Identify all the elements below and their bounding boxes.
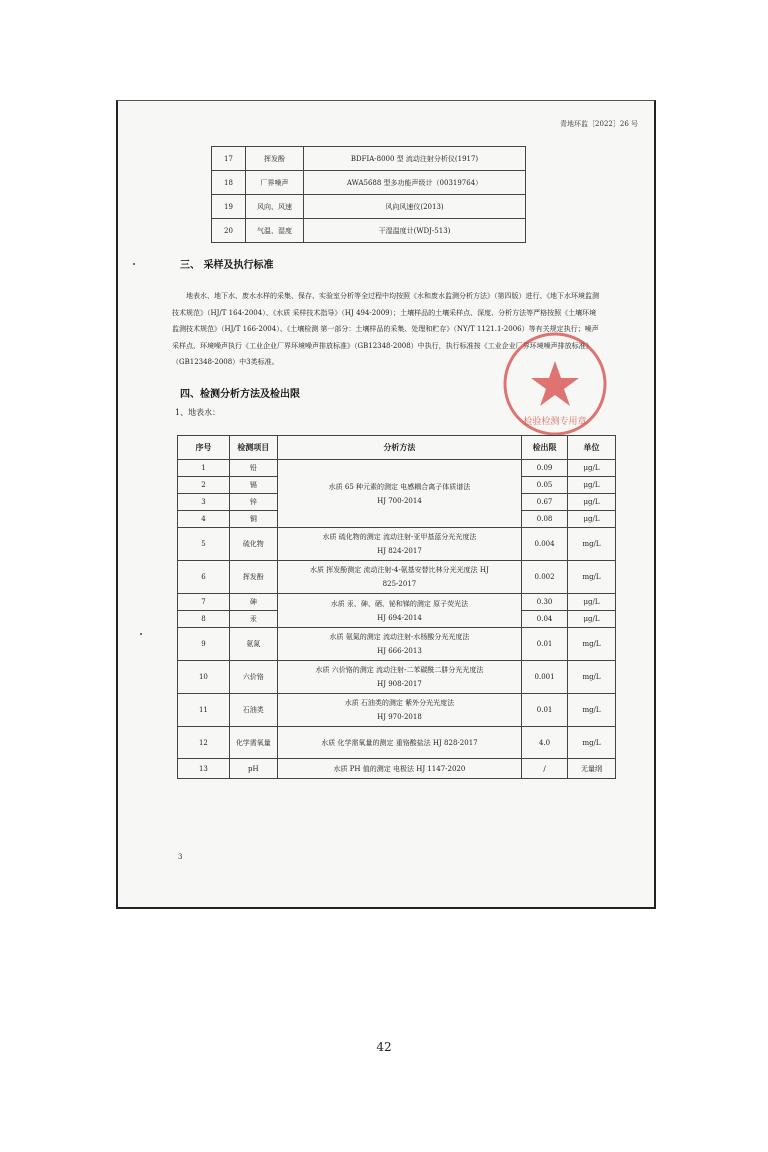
inner-page-number: 3 xyxy=(178,853,183,861)
scanned-page xyxy=(116,100,656,909)
equipment-table xyxy=(211,146,526,243)
method-cell: 水质 六价铬的测定 流动注射-二苯碳酰二肼分光光度法 HJ 908-2017 xyxy=(277,661,521,694)
table-row: 13 pH 水质 PH 值的测定 电极法 HJ 1147-2020 / 无量纲 xyxy=(178,759,616,779)
table-row: 10 六价铬 水质 六价铬的测定 流动注射-二苯碳酰二肼分光光度法 HJ 908-2017 0.001 mg/L xyxy=(178,661,616,694)
table-row: 2 镉 0.05 μg/L xyxy=(178,477,616,494)
scan-speck xyxy=(140,633,142,635)
method-cell: 水质 氨氮的测定 流动注射-水杨酸分光光度法 HJ 666-2013 xyxy=(277,628,521,661)
header-limit: 检出限 xyxy=(522,436,568,460)
method-cell: 水质 石油类的测定 紫外分光光度法 HJ 970-2018 xyxy=(277,694,521,727)
table-row: 1 铅 水质 65 种元素的测定 电感耦合离子体质谱法 HJ 700-2014 0.09 μg/L xyxy=(178,460,616,477)
svg-text:检验检测专用章: 检验检测专用章 xyxy=(523,417,587,427)
method-cell: 水质 PH 值的测定 电极法 HJ 1147-2020 xyxy=(277,759,521,779)
table-row: 8 汞 0.04 μg/L xyxy=(178,611,616,628)
table-row: 7 砷 水质 汞、砷、硒、铋和锑的测定 原子荧光法 HJ 694-2014 0.30 μg/L xyxy=(178,594,616,611)
method-cell: 水质 65 种元素的测定 电感耦合离子体质谱法 HJ 700-2014 xyxy=(277,460,521,528)
table-row: 9 氨氮 水质 氨氮的测定 流动注射-水杨酸分光光度法 HJ 666-2013 0.01 mg/L xyxy=(178,628,616,661)
table-row: 6 挥发酚 水质 挥发酚测定 流动注射-4-氨基安替比林分光光度法 HJ 825-2017 0.002 mg/L xyxy=(178,561,616,594)
method-cell: 水质 汞、砷、硒、铋和锑的测定 原子荧光法 HJ 694-2014 xyxy=(277,594,521,628)
table-row: 17 挥发酚 BDFIA-8000 型 流动注射分析仪(1917) xyxy=(212,147,526,171)
header-item: 检测项目 xyxy=(229,436,277,460)
table-header-row xyxy=(178,436,616,460)
document-reference: 青地环监［2022］26 号 xyxy=(560,120,638,128)
section-title-sampling: 三、 采样及执行标准 xyxy=(180,260,274,271)
header-unit: 单位 xyxy=(568,436,616,460)
table-row: 18 厂界噪声 AWA5688 型多功能声级计（00319764） xyxy=(212,171,526,195)
method-cell: 水质 挥发酚测定 流动注射-4-氨基安替比林分光光度法 HJ 825-2017 xyxy=(277,561,521,594)
table-row: 12 化学需氧量 水质 化学需氧量的测定 重铬酸盐法 HJ 828-2017 4.0 mg/L xyxy=(178,727,616,759)
subsection-surface-water: 1、地表水： xyxy=(175,408,221,417)
method-cell: 水质 硫化物的测定 流动注射-亚甲基蓝分光光度法 HJ 824-2017 xyxy=(277,528,521,561)
analysis-methods-table xyxy=(177,435,616,779)
header-method: 分析方法 xyxy=(277,436,521,460)
table-row: 4 铜 0.08 μg/L xyxy=(178,511,616,528)
table-row: 20 气温、湿度 干湿温度计(WDJ-513) xyxy=(212,219,526,243)
section-title-methods: 四、检测分析方法及检出限 xyxy=(180,389,300,400)
official-seal xyxy=(500,329,610,439)
sampling-standards-paragraph: 地表水、地下水、废水水样的采集、保存、实验室分析等全过程中均按照《水和废水监测分析方法》（第四版）进行、《地下水环境监测技术规范》（HJ/T 164-2004）、《水质 采样技术指导》（HJ 494-2009）；土壤样品的土壤采样点、深度、分析方法等严格按照《土壤环境监测技术规范》（HJ/T 166-2004）、《土壤检测 第一部分：土壤样品的采集、处理和贮存》（NY/T 1121.1-2006）等有关规定执行；噪声采样点、环境噪声执行《工业企业厂界环境噪声排放标准》（GB12348-2008）中执行，执行标准按《工业企业厂界环境噪声排放标准》（GB12348-2008）中3类标准。 xyxy=(172,292,599,366)
table-row: 19 风向、风速 风向风速仪(2013) xyxy=(212,195,526,219)
scan-speck xyxy=(133,263,135,265)
table-row: 11 石油类 水质 石油类的测定 紫外分光光度法 HJ 970-2018 0.01 mg/L xyxy=(178,694,616,727)
table-row: 5 硫化物 水质 硫化物的测定 流动注射-亚甲基蓝分光光度法 HJ 824-2017 0.004 mg/L xyxy=(178,528,616,561)
header-no: 序号 xyxy=(178,436,230,460)
page-number: 42 xyxy=(376,1040,392,1054)
method-cell: 水质 化学需氧量的测定 重铬酸盐法 HJ 828-2017 xyxy=(277,727,521,759)
table-row: 3 锌 0.67 μg/L xyxy=(178,494,616,511)
